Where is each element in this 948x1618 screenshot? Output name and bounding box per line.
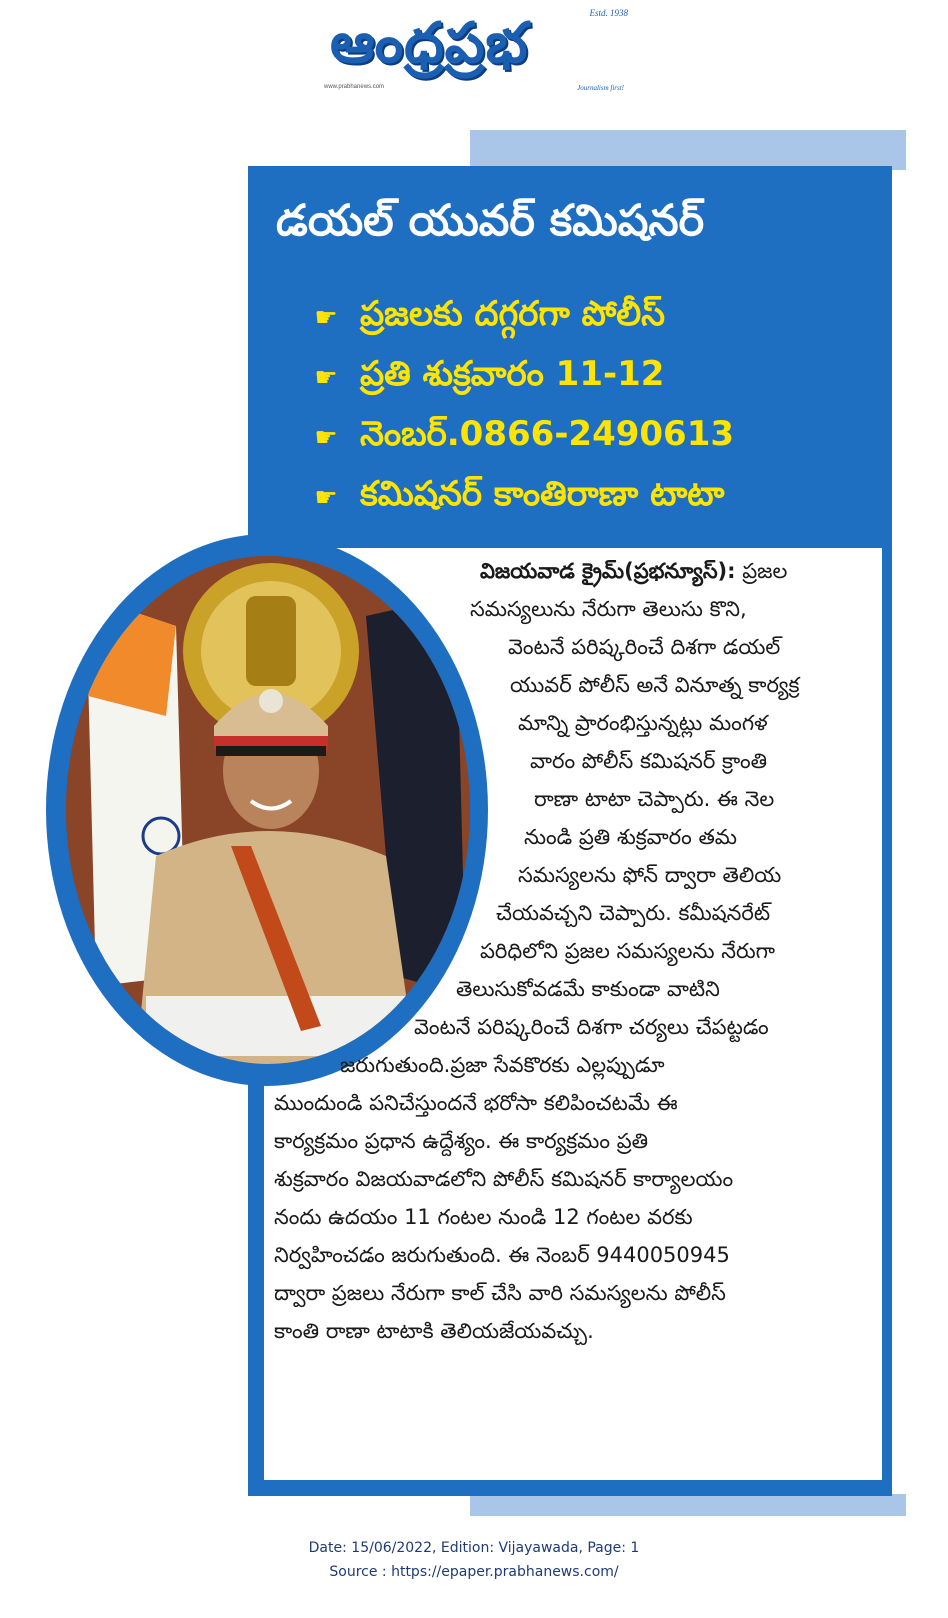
article-line: తెలుసుకోవడమే కాకుండా వాటిని bbox=[456, 977, 720, 1001]
panel-shadow-top bbox=[470, 130, 906, 170]
pointing-hand-icon: ☛ bbox=[314, 423, 338, 453]
commissioner-photo bbox=[66, 556, 470, 1064]
commissioner-illustration bbox=[66, 556, 470, 1064]
highlight-item bbox=[310, 408, 890, 468]
highlight-text: కమిషనర్ కాంతిరాణా టాటా bbox=[360, 474, 725, 514]
newspaper-logo: ఆంధ్రప్రభ bbox=[330, 11, 529, 76]
article-headline: డయల్ యువర్ కమిషనర్ bbox=[276, 196, 705, 246]
panel-shadow-bottom bbox=[470, 1494, 906, 1516]
article-line: యువర్ పోలీస్ అనే వినూత్న కార్యక్ర bbox=[510, 673, 800, 697]
article-line: నిర్వహించడం జరుగుతుంది. ఈ నెంబర్ 9440050945 bbox=[274, 1243, 730, 1267]
article-line: నుండి ప్రతి శుక్రవారం తమ bbox=[524, 825, 738, 849]
masthead bbox=[320, 8, 630, 92]
highlight-text: ప్రతి శుక్రవారం 11-12 bbox=[360, 354, 665, 394]
article-line bbox=[480, 556, 787, 586]
source-date-line: Date: 15/06/2022, Edition: Vijayawada, Page: 1 bbox=[308, 1540, 640, 1556]
highlight-text: ప్రజలకు దగ్గరగా పోలీస్ bbox=[360, 294, 666, 334]
article-line: ముందుండి పనిచేస్తుందనే భరోసా కలిపించటమే ఈ bbox=[274, 1091, 678, 1115]
article-line: కాంతి రాణా టాటాకి తెలియజేయవచ్చు. bbox=[274, 1319, 594, 1343]
highlight-item bbox=[310, 348, 890, 408]
article-line: మాన్ని ప్రారంభిస్తున్నట్లు మంగళ bbox=[518, 711, 768, 735]
pointing-hand-icon: ☛ bbox=[314, 303, 338, 333]
pointing-hand-icon: ☛ bbox=[314, 363, 338, 393]
highlight-list bbox=[310, 288, 890, 528]
article-line: నందు ఉదయం 11 గంటల నుండి 12 గంటల వరకు bbox=[274, 1205, 693, 1229]
source-url-line: Source : https://epaper.prabhanews.com/ bbox=[329, 1564, 619, 1580]
article-line: వారం పోలీస్ కమిషనర్ క్రాంతి bbox=[530, 749, 768, 773]
article-line: వెంటనే పరిష్కరించే దిశగా చర్యలు చేపట్టడం bbox=[414, 1015, 769, 1039]
article-line: శుక్రవారం విజయవాడలోని పోలీస్ కమిషనర్ కార్యాలయం bbox=[274, 1167, 734, 1191]
article-line: వెంటనే పరిష్కరించే దిశగా డయల్ bbox=[508, 635, 781, 659]
article-line: ద్వారా ప్రజలు నేరుగా కాల్ చేసి వారి సమస్యలను పోలీస్ bbox=[274, 1281, 726, 1305]
article-line: కార్యక్రమం ప్రధాన ఉద్దేశ్యం. ఈ కార్యక్రమం ప్రతి bbox=[274, 1129, 649, 1153]
dateline: విజయవాడ క్రైమ్(ప్రభన్యూస్): bbox=[480, 559, 736, 583]
tagline: Journalism first! bbox=[577, 84, 624, 92]
article-line: రాణా టాటా చెప్పారు. ఈ నెల bbox=[534, 787, 775, 811]
article-line: చేయవచ్చని చెప్పారు. కమీషనరేట్ bbox=[496, 901, 771, 925]
article-line-text: ప్రజల bbox=[742, 559, 788, 583]
website-label: www.prabhanews.com bbox=[324, 84, 385, 90]
highlight-item bbox=[310, 288, 890, 348]
article-line: సమస్యలును నేరుగా తెలుసు కొని, bbox=[470, 597, 747, 621]
highlight-item bbox=[310, 468, 890, 528]
article-line: సమస్యలను ఫోన్ ద్వారా తెలియ bbox=[518, 863, 782, 887]
established-label: Estd. 1938 bbox=[589, 8, 628, 18]
pointing-hand-icon: ☛ bbox=[314, 483, 338, 513]
article-line: పరిధిలోని ప్రజల సమస్యలను నేరుగా bbox=[480, 939, 776, 963]
highlight-text: నెంబర్.0866-2490613 bbox=[360, 414, 735, 454]
article-line: జరుగుతుంది.ప్రజా సేవకొరకు ఎల్లప్పుడూ bbox=[340, 1053, 665, 1077]
